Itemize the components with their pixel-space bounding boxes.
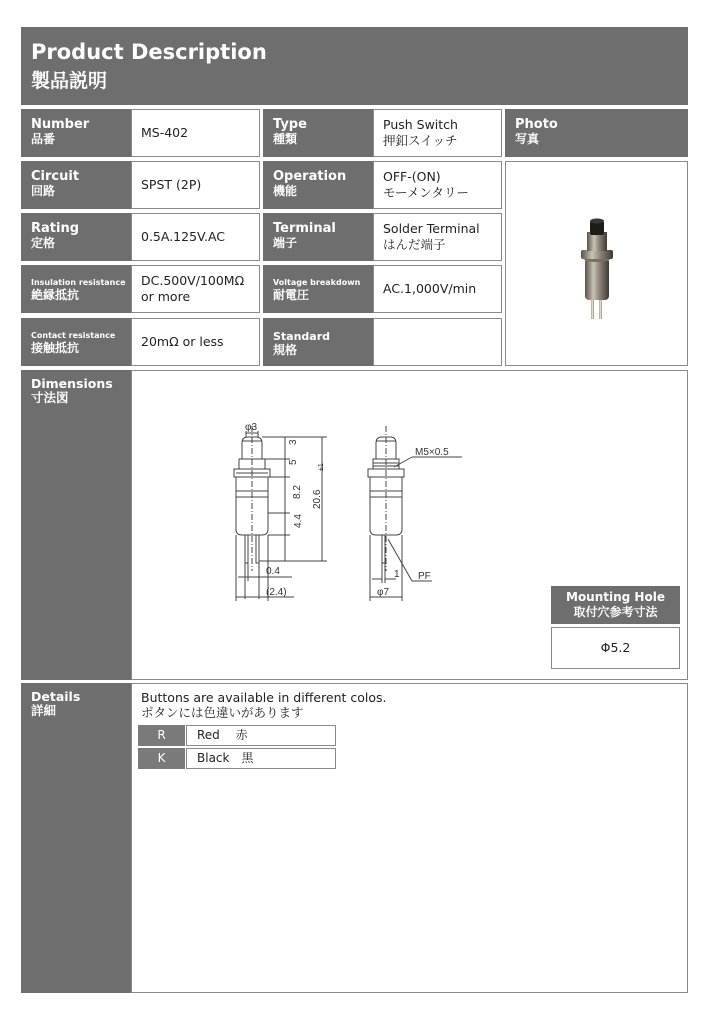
circuit-value: SPST (2P): [131, 161, 260, 209]
page-title-jp: 製品説明: [31, 70, 108, 92]
dim-cap-diameter: φ3: [245, 422, 258, 433]
operation-label: Operation 機能: [263, 161, 373, 209]
button-color-name: Red 赤: [186, 725, 336, 746]
operation-value: OFF-(ON) モーメンタリー: [373, 161, 502, 209]
page-title: Product Description: [31, 40, 267, 64]
details-label: Details 詳細: [21, 683, 131, 993]
standard-label: Standard 規格: [263, 318, 373, 366]
contact-value: 20mΩ or less: [131, 318, 260, 366]
photo-label: Photo 写真: [505, 109, 688, 157]
dim-pin-pitch: (2.4): [266, 587, 287, 598]
insulation-label: Insulation resistance 絶縁抵抗: [21, 265, 131, 313]
dim-h1: 3: [288, 439, 299, 445]
dim-pin-right: 1: [394, 569, 400, 580]
photo-frame: [505, 161, 688, 366]
voltage-label: Voltage breakdown 耐電圧: [263, 265, 373, 313]
rating-label: Rating 定格: [21, 213, 131, 261]
type-value: Push Switch 押釦スイッチ: [373, 109, 502, 157]
rating-value: 0.5A.125V.AC: [131, 213, 260, 261]
dim-total: 20.6: [312, 489, 323, 509]
terminal-label: Terminal 端子: [263, 213, 373, 261]
dim-total-tolerance: ±1: [318, 463, 325, 471]
button-color-code: R: [138, 725, 185, 746]
circuit-label: Circuit 回路: [21, 161, 131, 209]
product-photo: [506, 162, 687, 365]
button-color-name: Black 黒: [186, 748, 336, 769]
contact-label: Contact resistance 接触抵抗: [21, 318, 131, 366]
dim-pin-width: 0.4: [266, 566, 280, 577]
dim-h4: 4.4: [293, 514, 304, 528]
mounting-hole-header: Mounting Hole 取付穴参考寸法: [551, 586, 680, 624]
button-color-code: K: [138, 748, 185, 769]
dim-body-diameter: φ7: [377, 587, 390, 598]
dimensions-label: Dimensions 寸法図: [21, 370, 131, 680]
details-text-jp: ボタンには色違いがあります: [141, 705, 304, 720]
type-label: Type 種類: [263, 109, 373, 157]
terminal-value: Solder Terminal はんだ端子: [373, 213, 502, 261]
number-value: MS-402: [131, 109, 260, 157]
details-text-en: Buttons are available in different colos.: [141, 690, 387, 705]
dim-thread: M5×0.5: [415, 447, 449, 458]
dim-h3: 8.2: [292, 485, 303, 499]
mounting-hole-value: Φ5.2: [551, 627, 680, 669]
dim-pf: PF: [418, 571, 431, 582]
dimensions-area: [131, 370, 688, 680]
insulation-value: DC.500V/100MΩ or more: [131, 265, 260, 313]
number-label: Number 品番: [21, 109, 131, 157]
details-area: [131, 683, 688, 993]
dim-h2: 5: [288, 459, 299, 465]
voltage-value: AC.1,000V/min: [373, 265, 502, 313]
standard-value: [373, 318, 502, 366]
header-banner: [21, 27, 688, 105]
